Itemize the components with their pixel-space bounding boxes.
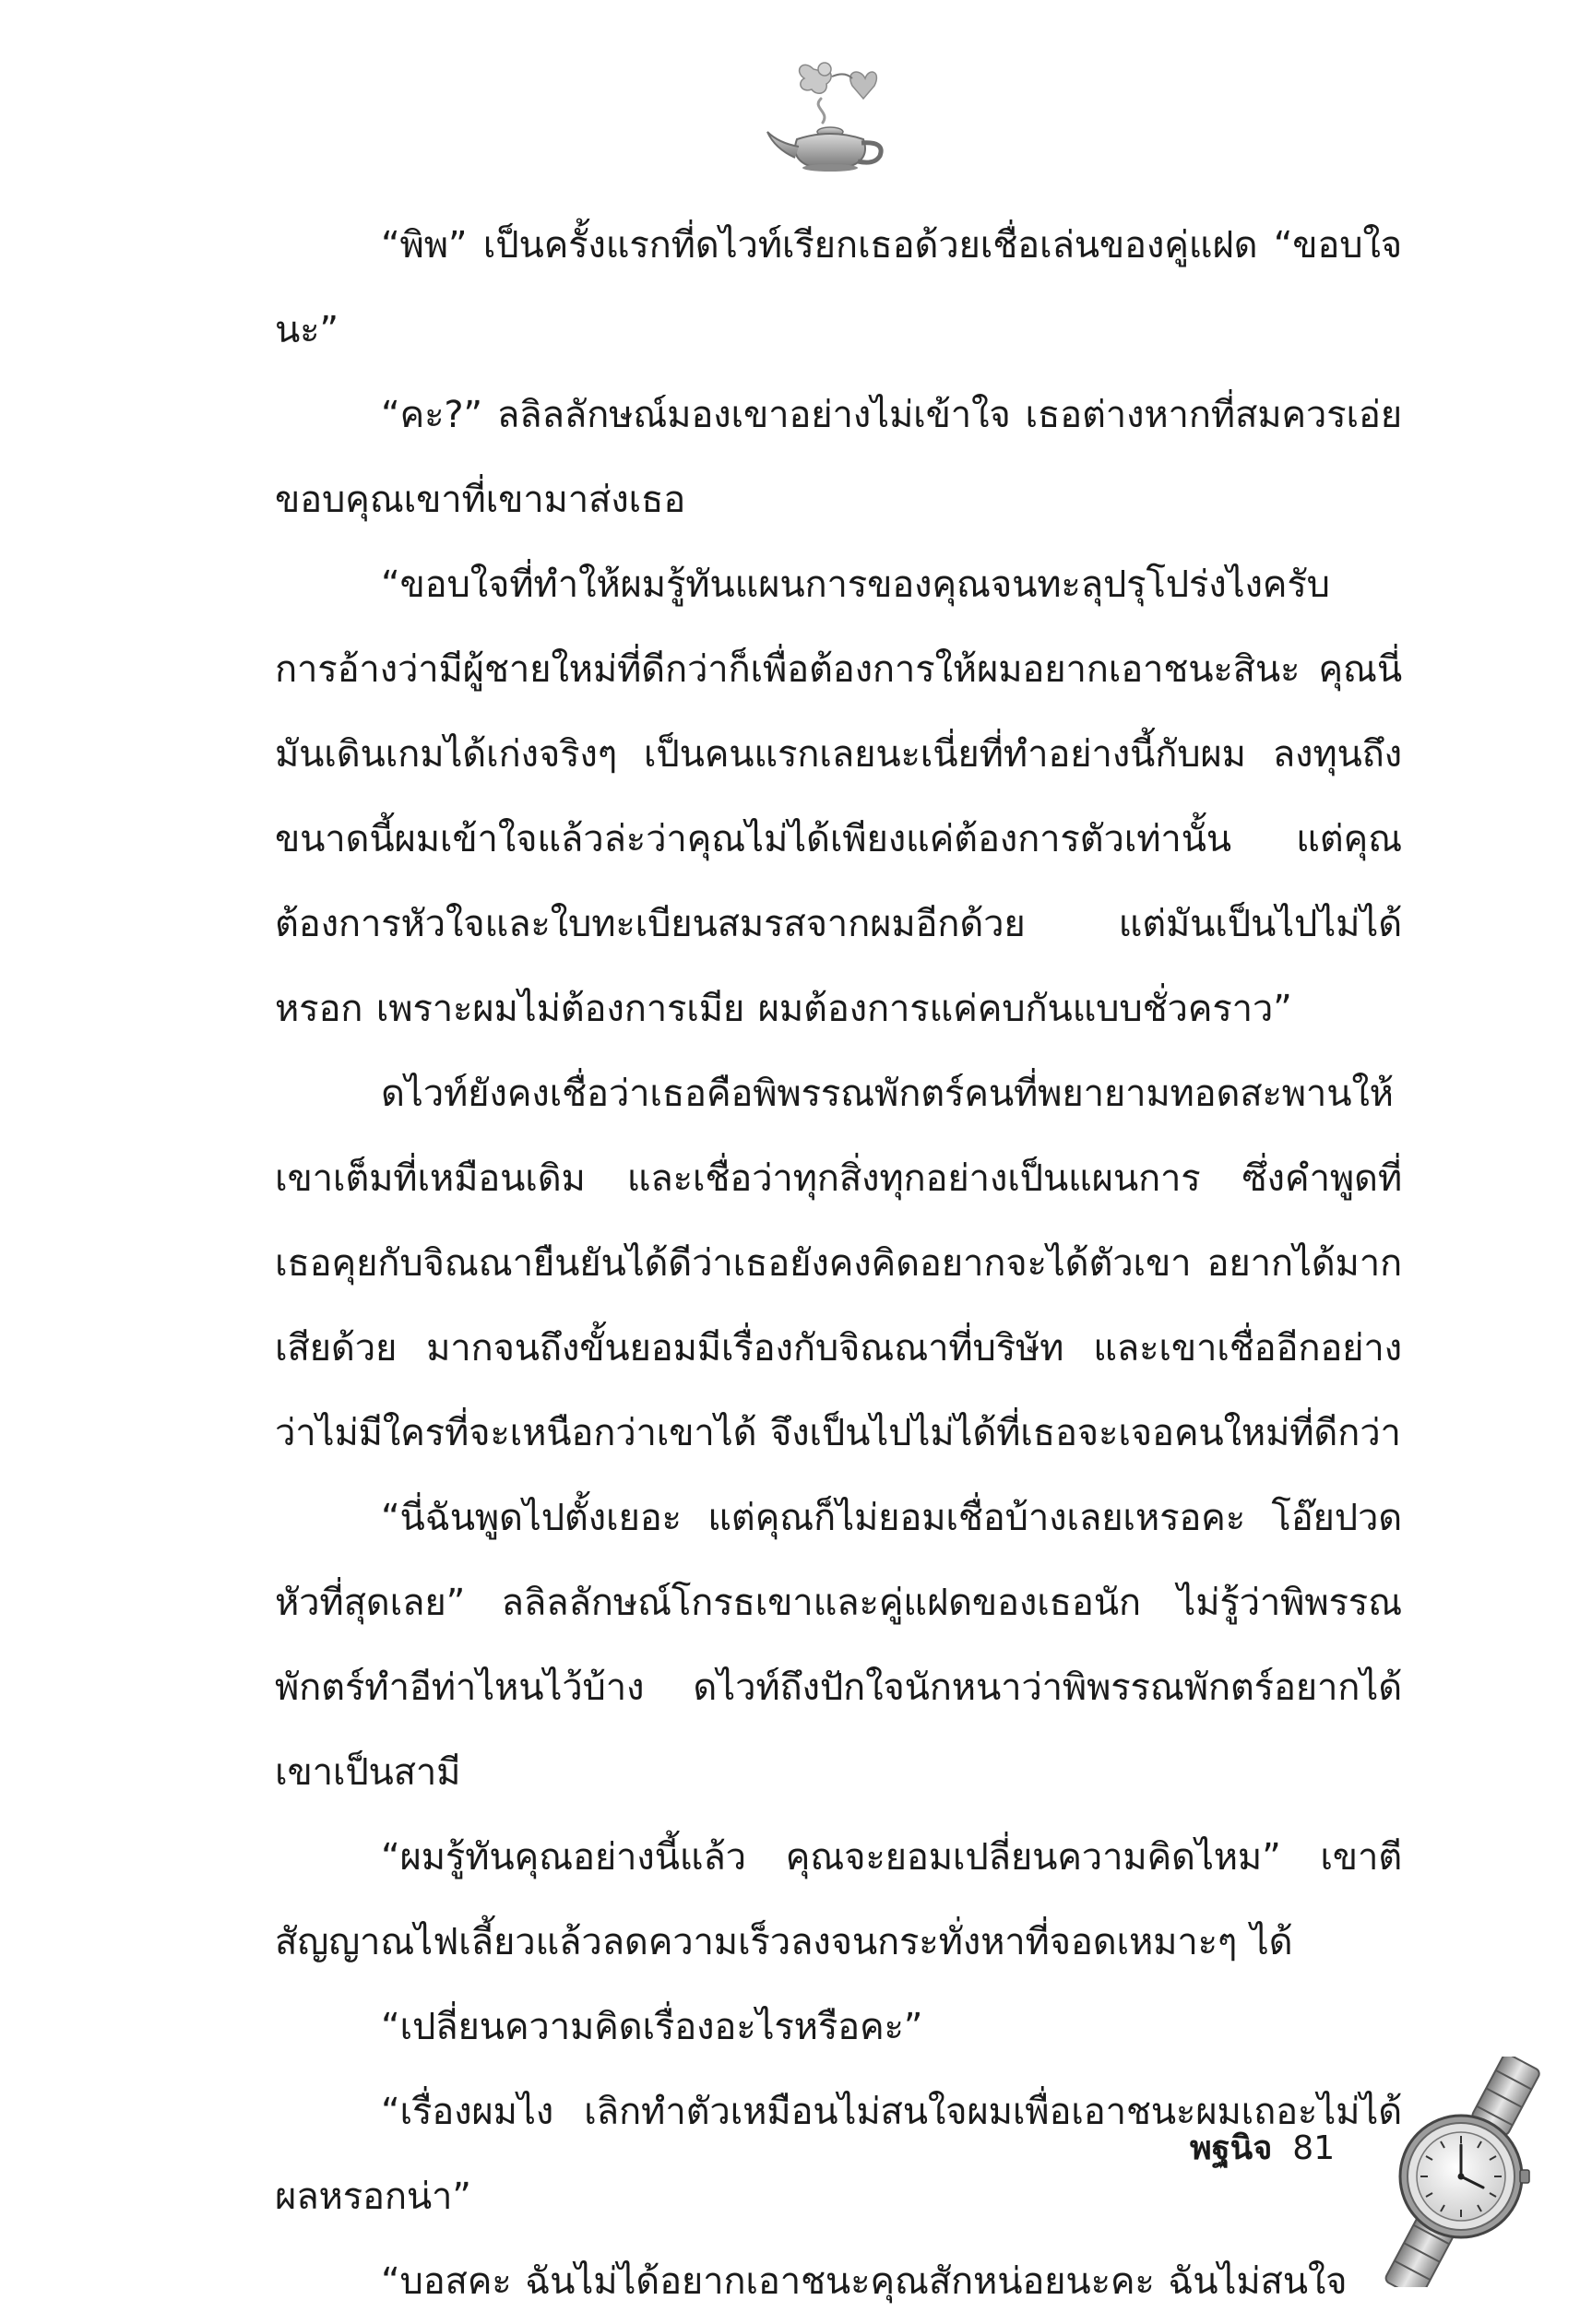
paragraph: “เรื่องผมไง เลิกทำตัวเหมือนไม่สนใจผมเพื่อเอาชนะผมเถอะไม่ได้ผลหรอกน่า” xyxy=(275,2091,1402,2218)
author-name: พฐนิจ xyxy=(1190,2129,1273,2167)
body-text xyxy=(275,203,1402,2324)
teapot-cupid-icon xyxy=(756,51,904,175)
paragraph: “คะ?” ลลิลลักษณ์มองเขาอย่างไม่เข้าใจ เธอต่างหากที่สมควรเอ่ยขอบคุณเขาที่เขามาส่งเธอ xyxy=(275,394,1402,521)
page-footer xyxy=(1190,2121,1335,2174)
wristwatch-icon xyxy=(1372,2057,1557,2287)
paragraph: “ผมรู้ทันคุณอย่างนี้แล้ว คุณจะยอมเปลี่ยนความคิดไหม” เขาตีสัญญาณไฟเลี้ยวแล้วลดความเร็วลงจนกระทั่งหาที่จอดเหมาะๆ ได้ xyxy=(275,1836,1402,1963)
paragraph: “พิพ” เป็นครั้งแรกที่ดไวท์เรียกเธอด้วยเชื่อเล่นของคู่แฝด “ขอบใจนะ” xyxy=(275,224,1402,351)
paragraph: ดไวท์ยังคงเชื่อว่าเธอคือพิพรรณพักตร์คนที่พยายามทอดสะพานให้เขาเต็มที่เหมือนเดิม และเชื่อว่าทุกสิ่งทุกอย่างเป็นแผนการ ซึ่งคำพูดที่เธอคุยกับจิณณายืนยันได้ดีว่าเธอยังคงคิดอยากจะได้ตัวเขา อยากได้มากเสียด้วย มากจนถึงขั้นยอมมีเรื่องกับจิณณาที่บริษัท และเขาเชื่ออีกอย่างว่าไม่มีใครที่จะเหนือกว่าเขาได้ จึงเป็นไปไม่ได้ที่เธอจะเจอคนใหม่ที่ดีกว่า xyxy=(275,1073,1402,1454)
paragraph: “เปลี่ยนความคิดเรื่องอะไรหรือคะ” xyxy=(381,2006,923,2048)
paragraph: “บอสคะ ฉันไม่ได้อยากเอาชนะคุณสักหน่อยนะคะ ฉันไม่สนใจ xyxy=(381,2260,1348,2303)
paragraph: “ขอบใจที่ทำให้ผมรู้ทันแผนการของคุณจนทะลุปรุโปร่งไงครับ การอ้างว่ามีผู้ชายใหม่ที่ดีกว่าก็เพื่อต้องการให้ผมอยากเอาชนะสินะ คุณนี่มันเดินเกมได้เก่งจริงๆ เป็นคนแรกเลยนะเนี่ยที่ทำอย่างนี้กับผม ลงทุนถึงขนาดนี้ผมเข้าใจแล้วล่ะว่าคุณไม่ได้เพียงแค่ต้องการตัวเท่านั้น แต่คุณต้องการหัวใจและใบทะเบียนสมรสจากผมอีกด้วย แต่มันเป็นไปไม่ได้หรอก เพราะผมไม่ต้องการเมีย ผมต้องการแค่คบกันแบบชั่วคราว” xyxy=(275,563,1402,1030)
page-number: 81 xyxy=(1292,2129,1336,2167)
paragraph: “นี่ฉันพูดไปตั้งเยอะ แต่คุณก็ไม่ยอมเชื่อบ้างเลยเหรอคะ โอ๊ยปวดหัวที่สุดเลย” ลลิลลักษณ์โกรธเขาและคู่แฝดของเธอนัก ไม่รู้ว่าพิพรรณพักตร์ทำอีท่าไหนไว้บ้าง ดไวท์ถึงปักใจนักหนาว่าพิพรรณพักตร์อยากได้เขาเป็นสามี xyxy=(275,1497,1402,1794)
